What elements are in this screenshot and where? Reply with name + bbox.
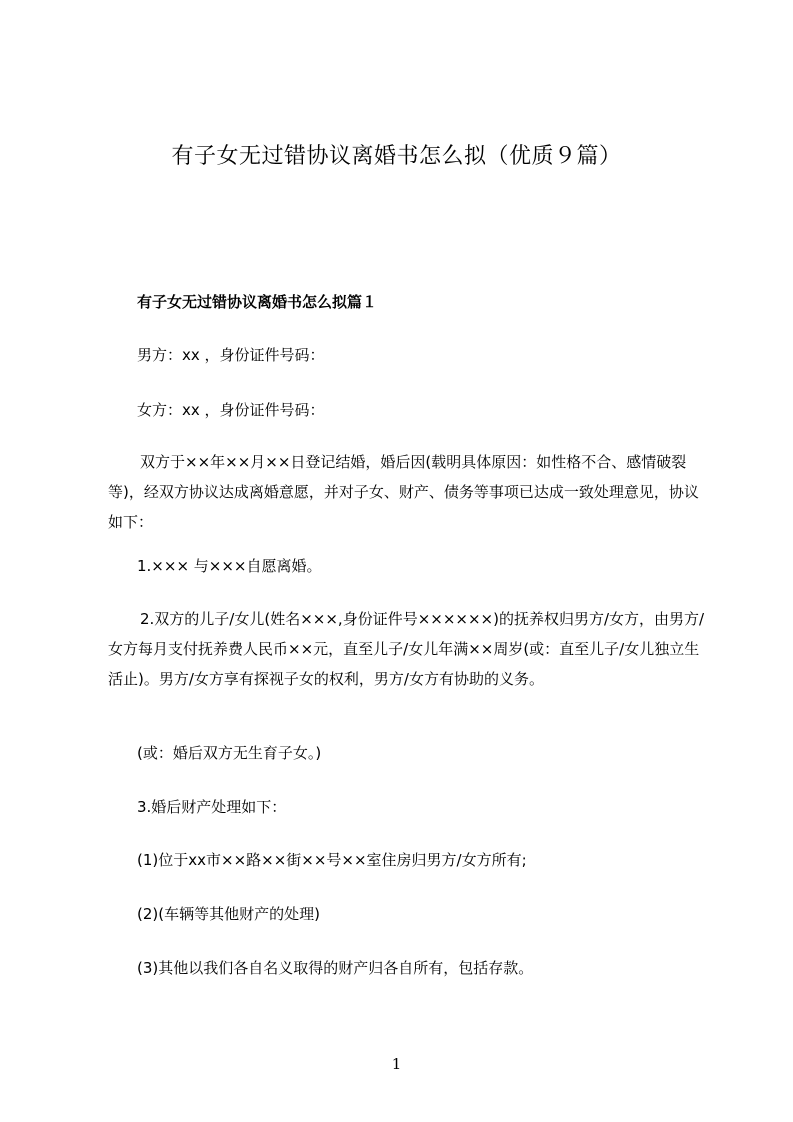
paragraph-male-party: 男方：xx ，身份证件号码：: [137, 346, 325, 364]
paragraph-subitem-1: (1)位于xx市××路××街××号××室住房归男方/女方所有;: [137, 851, 527, 869]
paragraph-item-1: 1.××× 与×××自愿离婚。: [137, 557, 322, 575]
paragraph-female-party: 女方：xx ，身份证件号码：: [137, 401, 325, 419]
paragraph-subitem-2: (2)(车辆等其他财产的处理): [137, 905, 320, 923]
paragraph-alternative-note: (或：婚后双方无生育子女。): [137, 744, 322, 762]
page-number: 1: [391, 1055, 402, 1073]
paragraph-subitem-3: (3)其他以我们各自名义取得的财产归各自所有，包括存款。: [137, 959, 534, 977]
paragraph-item-3: 3.婚后财产处理如下：: [137, 798, 287, 816]
paragraph-item-2: 2.双方的儿子/女儿(姓名×××,身份证件号××××××)的抚养权归男方/女方，由男方/女方每月支付抚养费人民币××元，直至儿子/女儿年满××周岁(或：直至儿子/女儿独立生活止)。男方/女方享有探视子女的权利，男方/女方有协助的义务。: [108, 610, 705, 688]
section-heading: 有子女无过错协议离婚书怎么拟篇１: [137, 293, 378, 311]
document-title: 有子女无过错协议离婚书怎么拟（优质９篇）: [171, 144, 622, 169]
paragraph-intro: 双方于××年××月××日登记结婚，婚后因(载明具体原因：如性格不合、感情破裂等)，经双方协议达成离婚意愿，并对子女、财产、债务等事项已达成一致处理意见，协议如下：: [108, 453, 699, 531]
